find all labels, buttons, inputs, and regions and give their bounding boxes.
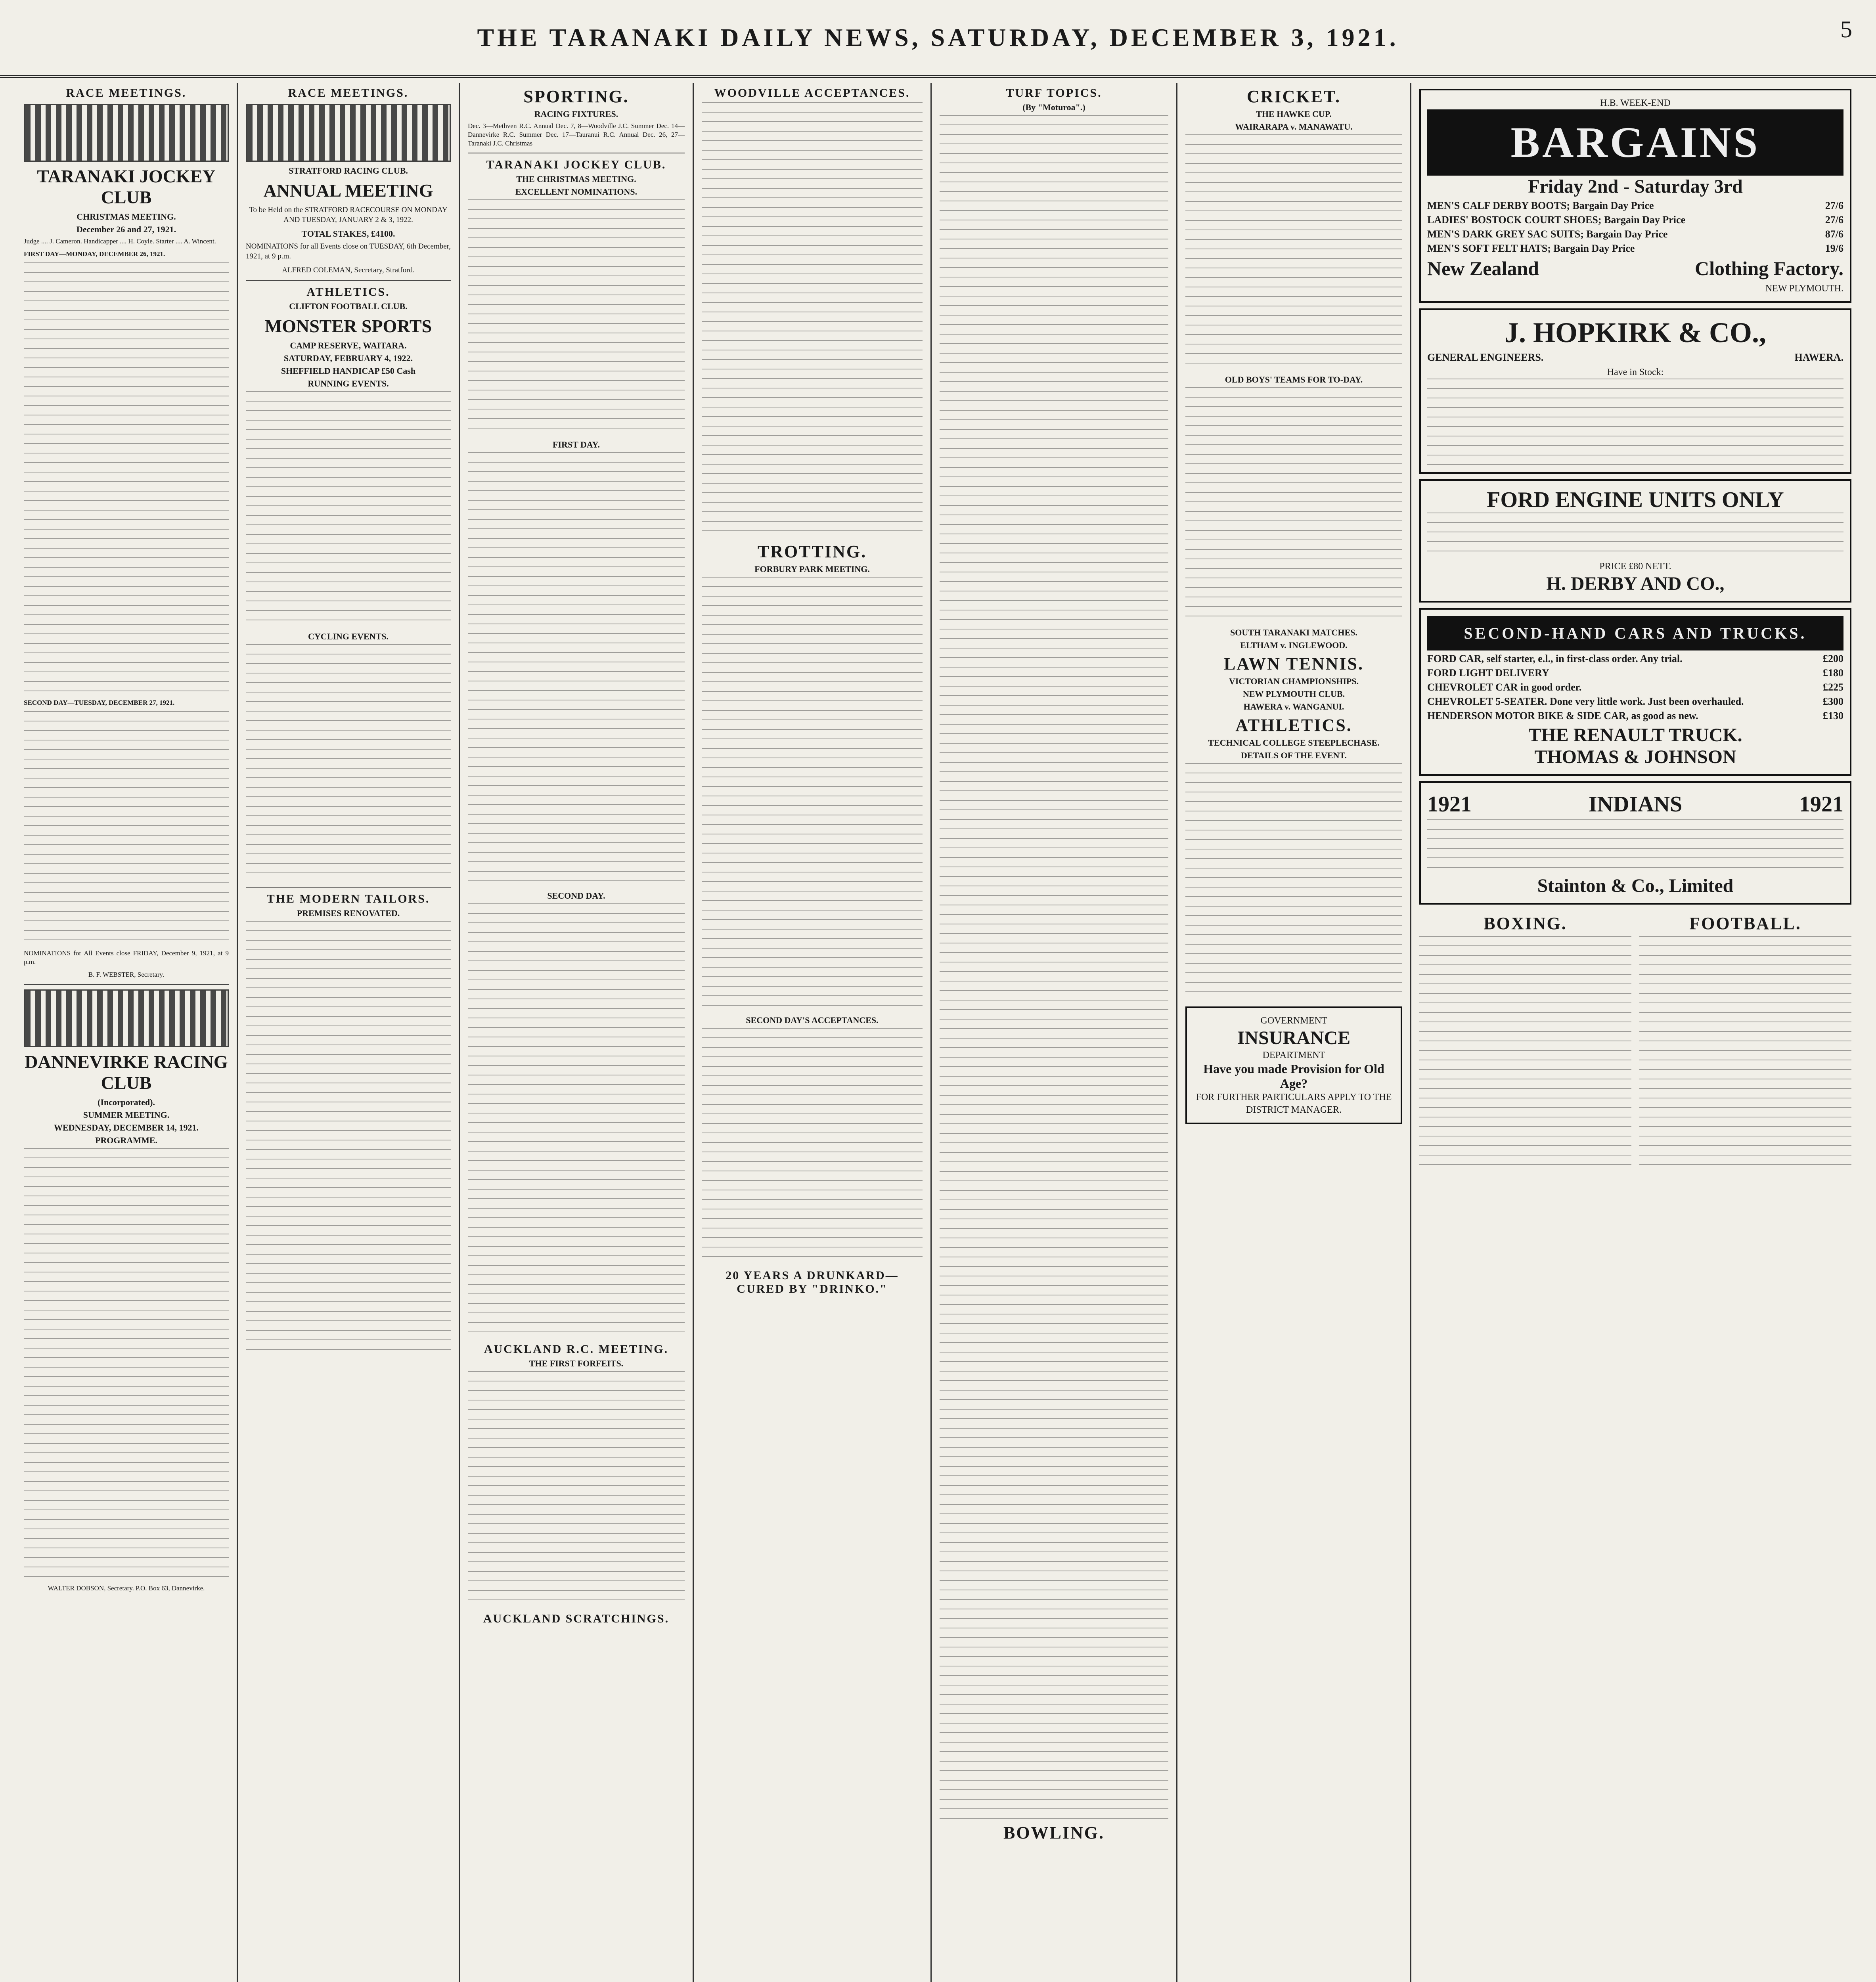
ad-text [1427, 513, 1843, 560]
price-line: CHEVROLET CAR in good order. £225 [1427, 681, 1843, 693]
race-program-text [24, 262, 229, 698]
page-number: 5 [1840, 16, 1852, 42]
race-program-text [24, 1148, 229, 1584]
ad-text [1427, 379, 1843, 466]
ad-line: Have in Stock: [1607, 367, 1664, 377]
annual-meeting: ANNUAL MEETING [263, 180, 433, 201]
column-advertisements [1411, 83, 1859, 1982]
price-line: MEN'S DARK GREY SAC SUITS; Bargain Day Price 87/6 [1427, 228, 1843, 240]
heading: THE MODERN TAILORS. [266, 892, 430, 905]
club-name: DANNEVIRKE RACING CLUB [25, 1052, 228, 1093]
secretary: ALFRED COLEMAN, Secretary, Stratford. [282, 266, 415, 274]
ad-line: GENERAL ENGINEERS. HAWERA. [1427, 352, 1843, 363]
article-text [1639, 936, 1851, 1174]
ad-footer: New Zealand Clothing Factory. [1427, 257, 1843, 279]
club-name: TARANAKI JOCKEY CLUB [37, 166, 216, 207]
column-woodville [694, 83, 932, 1982]
fixture-list: Dec. 3—Methven R.C. Annual Dec. 7, 8—Woodville J.C. Summer Dec. 14—Dannevirke R.C. Summer Dec. 17—Tauranui R.C. Annual Dec. 26, 27—Taranaki J.C. Christmas [468, 122, 685, 147]
heading: BOXING. [1484, 914, 1567, 933]
heading: TROTTING. [757, 542, 867, 561]
article-text [468, 199, 685, 437]
subheading: WAIRARAPA v. MANAWATU. [1235, 122, 1353, 132]
sheffield: SHEFFIELD HANDICAP £50 Cash [281, 366, 416, 376]
subheading: THE HAWKE CUP. [1256, 109, 1332, 119]
racing-emblem-icon [24, 989, 229, 1047]
club-name: CLIFTON FOOTBALL CLUB. [289, 301, 408, 311]
subheading: ELTHAM v. INGLEWOOD. [1240, 640, 1348, 650]
subheading: DETAILS OF THE EVENT. [1241, 750, 1347, 760]
subheading: EXCELLENT NOMINATIONS. [515, 187, 637, 197]
dates: WEDNESDAY, DECEMBER 14, 1921. [54, 1123, 199, 1133]
heading: TARANAKI JOCKEY CLUB. [486, 158, 666, 171]
article-text [940, 115, 1168, 1819]
subheading: SECOND DAY. [547, 891, 605, 901]
ad-line: NEW PLYMOUTH. [1765, 283, 1843, 294]
monster-sports: MONSTER SPORTS [264, 316, 432, 336]
subheading: SOUTH TARANAKI MATCHES. [1230, 628, 1357, 637]
hopkirk-ad [1419, 308, 1851, 474]
indians-ad [1419, 781, 1851, 905]
article-text [468, 1371, 685, 1609]
ad-line: J. HOPKIRK & CO., [1505, 317, 1766, 348]
fixtures: RACING FIXTURES. [534, 109, 618, 119]
heading: AUCKLAND R.C. MEETING. [484, 1343, 669, 1356]
boxing-section [1419, 910, 1631, 1174]
venue: CAMP RESERVE, WAITARA. [290, 341, 407, 350]
column-sporting [460, 83, 694, 1982]
article-text [1185, 387, 1402, 625]
subheading: HAWERA v. WANGANUI. [1243, 702, 1344, 712]
ad-line: GOVERNMENT [1260, 1016, 1327, 1026]
price-line: FORD LIGHT DELIVERY £180 [1427, 667, 1843, 679]
heading: ATHLETICS. [306, 285, 390, 298]
article-text [468, 903, 685, 1339]
ad-banner: BARGAINS [1427, 109, 1843, 176]
nominations: NOMINATIONS for All Events close FRIDAY, December 9, 1921, at 9 p.m. [24, 949, 229, 966]
price-line: HENDERSON MOTOR BIKE & SIDE CAR, as good as new. £130 [1427, 710, 1843, 721]
subheading: TECHNICAL COLLEGE STEEPLECHASE. [1208, 738, 1380, 748]
ad-line: H.B. WEEK-END [1600, 98, 1671, 108]
events-text [246, 644, 451, 882]
ford-ad [1419, 479, 1851, 603]
ad-line: THOMAS & JOHNSON [1534, 746, 1736, 767]
heading: AUCKLAND SCRATCHINGS. [483, 1612, 670, 1625]
heading: 20 YEARS A DRUNKARD—CURED BY "DRINKO." [726, 1269, 899, 1295]
masthead [0, 0, 1876, 78]
racing-emblem-icon [24, 104, 229, 162]
column-cricket [1177, 83, 1411, 1982]
ad-banner: SECOND-HAND CARS AND TRUCKS. [1427, 616, 1843, 650]
secretary: WALTER DOBSON, Secretary. P.O. Box 63, Dannevirke. [48, 1584, 205, 1592]
article-text [702, 102, 923, 538]
club-name: STRATFORD RACING CLUB. [289, 166, 408, 176]
dates: December 26 and 27, 1921. [76, 224, 176, 234]
heading: CRICKET. [1246, 87, 1341, 106]
ad-line: INSURANCE [1237, 1027, 1351, 1048]
ad-text [1427, 819, 1843, 875]
heading: RACE MEETINGS. [288, 86, 409, 99]
heading: TURF TOPICS. [1006, 86, 1102, 99]
cycling-events: CYCLING EVENTS. [308, 631, 389, 641]
race-program-text [24, 711, 229, 949]
heading: FOOTBALL. [1689, 914, 1801, 933]
price-line: CHEVROLET 5-SEATER. Done very little work. Just been overhauled. £300 [1427, 696, 1843, 707]
subheading: OLD BOYS' TEAMS FOR TO-DAY. [1225, 375, 1363, 385]
price-line: MEN'S SOFT FELT HATS; Bargain Day Price 19/6 [1427, 243, 1843, 254]
subheading: THE CHRISTMAS MEETING. [516, 174, 636, 184]
secretary: B. F. WEBSTER, Secretary. [88, 971, 165, 978]
price-line: FORD CAR, self starter, e.l., in first-class order. Any trial. £200 [1427, 653, 1843, 664]
ad-line: DEPARTMENT [1262, 1050, 1325, 1060]
meeting: CHRISTMAS MEETING. [77, 212, 176, 222]
column-race-meetings [16, 83, 238, 1982]
ad-line: FORD ENGINE UNITS ONLY [1487, 488, 1784, 512]
subheading: SECOND DAY'S ACCEPTANCES. [746, 1015, 879, 1025]
byline: (By "Moturoa".) [1022, 102, 1085, 112]
subheading: NEW PLYMOUTH CLUB. [1242, 689, 1345, 699]
ad-line: Friday 2nd - Saturday 3rd [1528, 176, 1743, 197]
ad-line: 1921 INDIANS 1921 [1427, 792, 1843, 817]
ad-line: THE RENAULT TRUCK. [1528, 725, 1742, 746]
columns [16, 83, 1859, 1982]
held: To be Held on the STRATFORD RACECOURSE ON MONDAY AND TUESDAY, JANUARY 2 & 3, 1922. [249, 206, 448, 224]
officials: Judge .... J. Cameron. Handicapper .... H. Coyle. Starter .... A. Wincent. [24, 237, 216, 245]
heading: RACE MEETINGS. [66, 86, 187, 99]
first-day: FIRST DAY—MONDAY, DECEMBER 26, 1921. [24, 250, 165, 258]
subheading: FORBURY PARK MEETING. [754, 564, 870, 574]
subheading: FIRST DAY. [552, 440, 600, 450]
nominations: NOMINATIONS for all Events close on TUESDAY, 6th December, 1921, at 9 p.m. [246, 242, 451, 260]
newspaper-title: THE TARANAKI DAILY NEWS, SATURDAY, DECEMBER 3, 1921. [477, 23, 1399, 52]
second-day: SECOND DAY—TUESDAY, DECEMBER 27, 1921. [24, 699, 175, 706]
article-text [246, 921, 451, 1357]
heading: SPORTING. [523, 87, 629, 106]
subheading: VICTORIAN CHAMPIONSHIPS. [1229, 676, 1359, 686]
heading: WOODVILLE ACCEPTANCES. [714, 86, 910, 99]
price-line: LADIES' BOSTOCK COURT SHOES; Bargain Day Price 27/6 [1427, 214, 1843, 226]
column-stratford [238, 83, 460, 1982]
cars-ad [1419, 608, 1851, 776]
events-text [246, 391, 451, 629]
subheading: THE FIRST FORFEITS. [529, 1358, 624, 1368]
meeting: SUMMER MEETING. [83, 1110, 170, 1120]
programme: PROGRAMME. [95, 1135, 158, 1145]
ad-line: Have you made Provision for Old Age? [1203, 1062, 1384, 1090]
date: SATURDAY, FEBRUARY 4, 1922. [283, 353, 413, 363]
incorporated: (Incorporated). [98, 1097, 155, 1107]
ad-line: H. DERBY AND CO., [1546, 573, 1725, 594]
column-turf-topics [932, 83, 1177, 1982]
racing-emblem-icon [246, 104, 451, 162]
article-text [1185, 134, 1402, 372]
price-line: MEN'S CALF DERBY BOOTS; Bargain Day Price 27/6 [1427, 200, 1843, 211]
article-text [1419, 936, 1631, 1174]
article-text [468, 452, 685, 888]
football-section [1639, 910, 1851, 1174]
ad-line: FOR FURTHER PARTICULARS APPLY TO THE DISTRICT MANAGER. [1196, 1092, 1392, 1115]
subheading: PREMISES RENOVATED. [297, 908, 400, 918]
heading: ATHLETICS. [1235, 716, 1352, 735]
running-events: RUNNING EVENTS. [308, 379, 389, 388]
heading: BOWLING. [1003, 1823, 1105, 1842]
ad-line: PRICE £80 NETT. [1599, 561, 1671, 572]
ad-line: Stainton & Co., Limited [1537, 875, 1734, 896]
article-text [702, 1028, 923, 1266]
article-text [702, 577, 923, 1013]
hb-bargains-ad [1419, 89, 1851, 303]
insurance-ad [1185, 1006, 1402, 1124]
sport-columns [1419, 910, 1851, 1174]
stakes: TOTAL STAKES, £4100. [301, 229, 395, 239]
article-text [1185, 763, 1402, 1001]
heading: LAWN TENNIS. [1223, 654, 1364, 673]
